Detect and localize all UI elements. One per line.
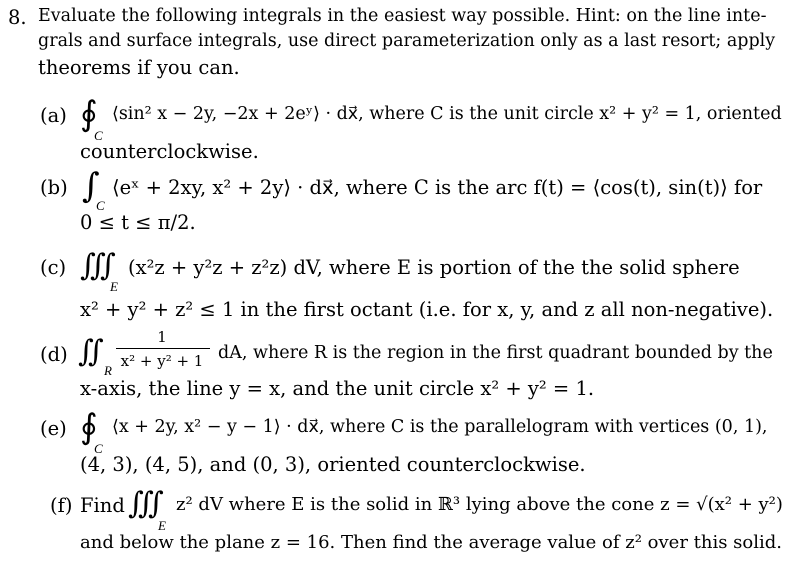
part-e-label: (e) xyxy=(40,417,67,440)
part-d-line-2: x-axis, the line y = x, and the unit circle x² + y² = 1. xyxy=(80,377,595,400)
part-e-line-2: (4, 3), (4, 5), and (0, 3), oriented counterclockwise. xyxy=(80,453,586,476)
intro-line-2: grals and surface integrals, use direct parameterization only as a last resort; apply xyxy=(38,31,776,51)
part-d-line-1: dA, where R is the region in the first quadrant bounded by the xyxy=(218,343,773,363)
part-f-find-word: Find xyxy=(80,494,125,517)
part-a-contour-integral-sign: ∮ xyxy=(80,94,98,134)
part-d-numerator: 1 xyxy=(157,328,167,346)
part-d-double-integral-sign: ∬ xyxy=(78,334,104,369)
part-b-label: (b) xyxy=(40,176,68,199)
part-c-triple-integral-sign: ∭ xyxy=(80,248,116,283)
part-a-line-2: counterclockwise. xyxy=(80,140,259,163)
part-c-label: (c) xyxy=(40,256,67,279)
part-f-label: (f) xyxy=(50,494,73,517)
part-a-line-1: ⟨sin² x − 2y, −2x + 2eʸ⟩ · dx⃗, where C is the unit circle x² + y² = 1, oriented xyxy=(112,104,782,124)
intro-line-3: theorems if you can. xyxy=(38,56,240,79)
part-f-triple-integral-sign: ∭ xyxy=(128,486,164,521)
part-c-line-2: x² + y² + z² ≤ 1 in the first octant (i.e. for x, y, and z all non-negative). xyxy=(80,298,774,321)
part-e-contour-integral-sign: ∮ xyxy=(80,407,98,447)
part-d-label: (d) xyxy=(40,343,68,366)
part-f-line-1: z² dV where E is the solid in ℝ³ lying above the cone z = √(x² + y²) xyxy=(176,494,783,515)
part-e-domain: C xyxy=(94,441,103,456)
intro-line-1: Evaluate the following integrals in the easiest way possible. Hint: on the line inte- xyxy=(38,6,767,26)
part-d-domain: R xyxy=(104,363,112,378)
part-e-line-1: ⟨x + 2y, x² − y − 1⟩ · dx⃗, where C is the parallelogram with vertices (0, 1), xyxy=(112,417,768,437)
part-d-fraction-bar xyxy=(116,348,210,349)
part-c-domain: E xyxy=(110,279,118,294)
problem-number: 8. xyxy=(8,6,27,29)
part-a-domain: C xyxy=(94,128,103,143)
part-b-line-1: ⟨eˣ + 2xy, x² + 2y⟩ · dx⃗, where C is the arc f(t) = ⟨cos(t), sin(t)⟩ for xyxy=(112,176,763,199)
part-a-label: (a) xyxy=(40,104,67,127)
part-d-denominator: x² + y² + 1 xyxy=(120,352,204,370)
part-f-line-2: and below the plane z = 16. Then find the average value of z² over this solid. xyxy=(80,532,783,553)
part-b-line-2: 0 ≤ t ≤ π/2. xyxy=(80,211,196,234)
part-b-domain: C xyxy=(96,198,105,213)
part-c-line-1: (x²z + y²z + z²z) dV, where E is portion of the the solid sphere xyxy=(128,256,740,279)
part-f-domain: E xyxy=(158,518,166,533)
part-b-integral-sign: ∫ xyxy=(82,166,100,206)
